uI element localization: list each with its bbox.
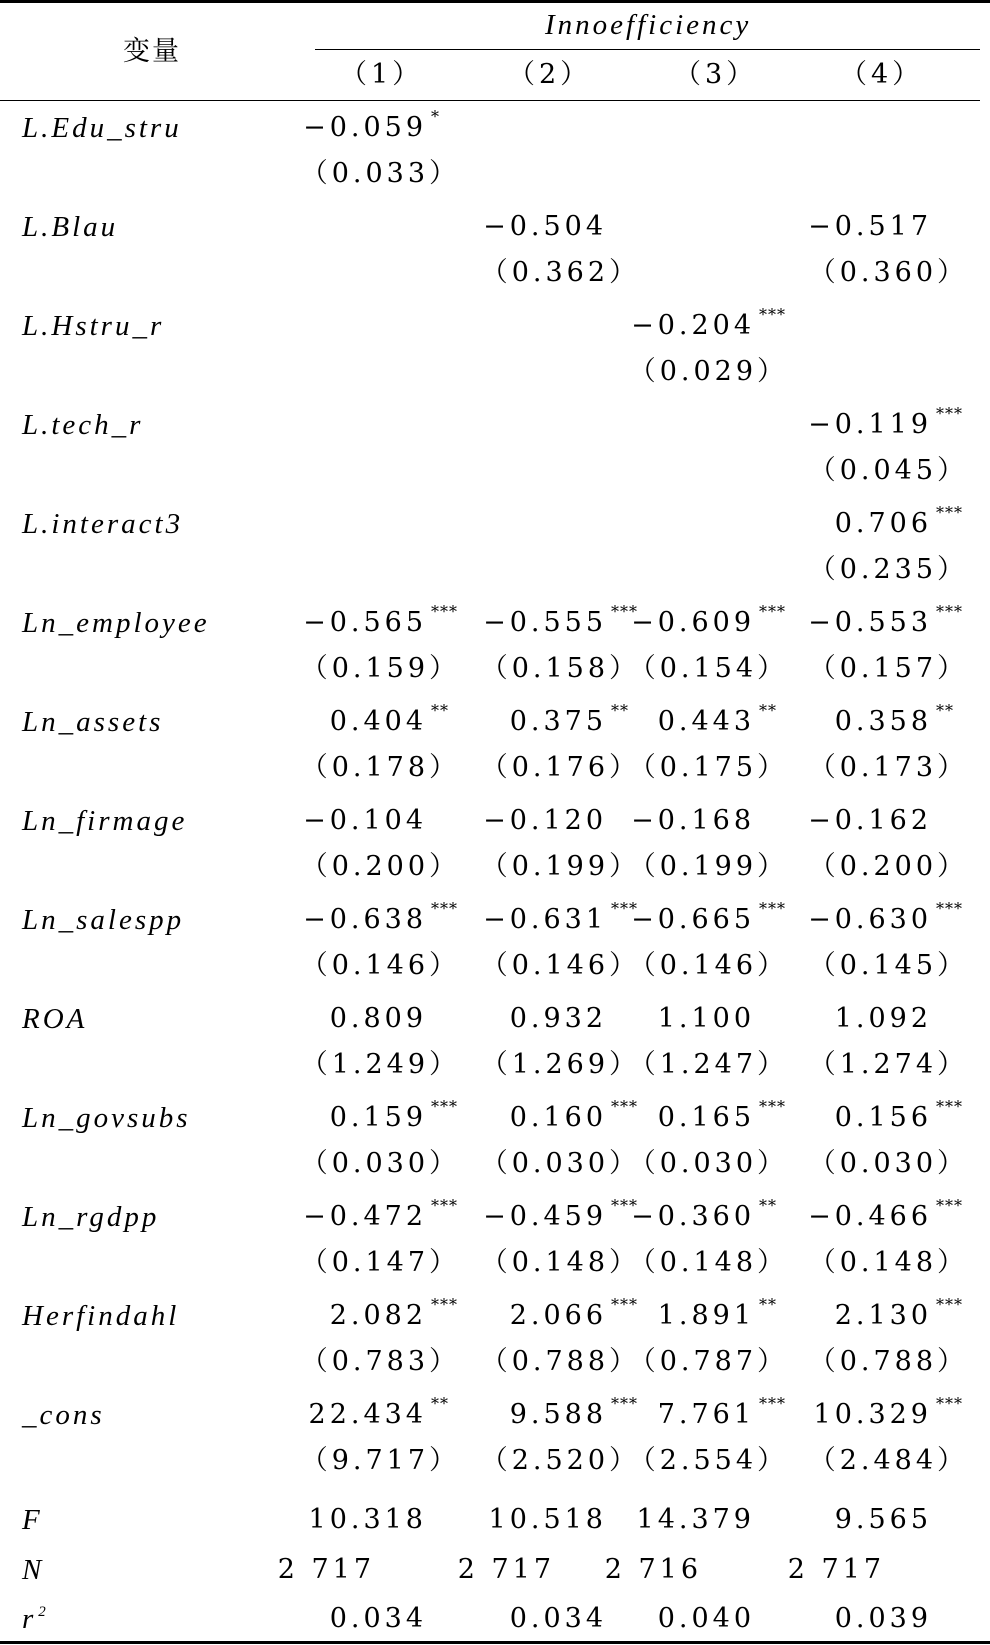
standard-error-cell: （0.173） [808, 752, 968, 783]
significance-stars: *** [759, 1394, 786, 1413]
standard-error-cell: （1.269） [480, 1049, 640, 1080]
coefficient-value: 1.092 [834, 1003, 932, 1034]
standard-error-cell: （0.235） [808, 554, 968, 585]
stat-value: 9.565 [834, 1504, 932, 1535]
coefficient-value: −0.553 [808, 607, 932, 638]
coefficient-cell [657, 1097, 793, 1136]
significance-stars: *** [431, 1196, 458, 1215]
standard-error-cell: （0.199） [628, 851, 788, 882]
coefficient-value: −0.638 [303, 904, 427, 935]
coefficient-cell [657, 701, 793, 740]
coefficient-value: 0.443 [657, 706, 755, 737]
standard-error-cell: （0.787） [628, 1346, 788, 1377]
standard-error-cell: （0.146） [300, 950, 460, 981]
coefficient-cell [329, 1097, 465, 1136]
significance-stars: *** [611, 1097, 638, 1116]
stat-label: N [22, 1554, 45, 1586]
column-header-1: （1） [340, 59, 424, 90]
stat-value: 10.518 [488, 1504, 607, 1535]
variable-label: L.Blau [22, 211, 119, 243]
coefficient-cell [631, 602, 793, 641]
coefficient-value: 0.404 [329, 706, 427, 737]
coefficient-value: −0.162 [808, 805, 932, 836]
significance-stars: *** [936, 602, 963, 621]
standard-error-cell: （0.030） [480, 1148, 640, 1179]
standard-error-cell: （0.146） [480, 950, 640, 981]
coefficient-value: 1.891 [657, 1300, 755, 1331]
header-bottom-rule [0, 100, 980, 101]
coefficient-cell [808, 899, 970, 938]
coefficient-value: −0.104 [303, 805, 427, 836]
coefficient-value: 0.706 [834, 508, 932, 539]
coefficient-cell [303, 107, 465, 146]
significance-stars: *** [431, 1097, 458, 1116]
standard-error-cell: （0.030） [300, 1148, 460, 1179]
coefficient-cell [808, 806, 970, 836]
coefficient-value: −0.119 [808, 409, 932, 440]
significance-stars: *** [611, 602, 638, 621]
coefficient-value: −0.472 [303, 1201, 427, 1232]
coefficient-cell [303, 806, 465, 836]
coefficient-value: 2.082 [329, 1300, 427, 1331]
standard-error-cell: （0.175） [628, 752, 788, 783]
coefficient-cell [813, 1394, 970, 1433]
significance-stars: ** [431, 701, 449, 720]
coefficient-value: 0.375 [509, 706, 607, 737]
bottom-rule [0, 1641, 990, 1644]
standard-error-cell: （9.717） [300, 1445, 460, 1476]
coefficient-value: −0.630 [808, 904, 932, 935]
significance-stars: *** [936, 404, 963, 423]
coefficient-value: −0.059 [303, 112, 427, 143]
stat-label-superscript: 2 [38, 1604, 49, 1620]
coefficient-value: 0.358 [834, 706, 932, 737]
significance-stars: *** [759, 305, 786, 324]
variable-label: Ln_rgdpp [22, 1201, 160, 1233]
standard-error-cell: （0.033） [300, 158, 460, 189]
stat-label: r $^2$ [22, 1603, 49, 1635]
variable-label: L.interact3 [22, 508, 184, 540]
standard-error-cell: （0.783） [300, 1346, 460, 1377]
coefficient-value: −0.565 [303, 607, 427, 638]
significance-stars: *** [431, 899, 458, 918]
dependent-variable-header: Innoefficiency [545, 9, 752, 41]
significance-stars: *** [936, 503, 963, 522]
stat-value: 14.379 [636, 1504, 755, 1535]
standard-error-cell: （0.148） [808, 1247, 968, 1278]
coefficient-value: −0.360 [631, 1201, 755, 1232]
coefficient-value: 0.165 [657, 1102, 755, 1133]
significance-stars: ** [611, 701, 629, 720]
coefficient-cell [808, 404, 970, 443]
coefficient-value: −0.168 [631, 805, 755, 836]
significance-stars: *** [936, 1097, 963, 1116]
significance-stars: * [431, 107, 440, 126]
standard-error-cell: （0.148） [480, 1247, 640, 1278]
coefficient-value: 0.159 [329, 1102, 427, 1133]
stat-value: 0.040 [657, 1603, 755, 1634]
stat-label: F [22, 1504, 43, 1536]
coefficient-cell [808, 602, 970, 641]
variable-label: Ln_firmage [22, 805, 188, 837]
coefficient-cell [303, 602, 465, 641]
variable-label: _cons [22, 1399, 105, 1431]
coefficient-value: 0.160 [509, 1102, 607, 1133]
standard-error-cell: （1.249） [300, 1049, 460, 1080]
stat-value: 10.318 [308, 1504, 427, 1535]
standard-error-cell: （0.157） [808, 653, 968, 684]
coefficient-value: −0.120 [483, 805, 607, 836]
coefficient-value: −0.466 [808, 1201, 932, 1232]
standard-error-cell: （0.145） [808, 950, 968, 981]
coefficient-value: 1.100 [657, 1003, 755, 1034]
variable-label: Ln_assets [22, 706, 164, 738]
coefficient-cell [657, 1394, 793, 1433]
significance-stars: *** [759, 899, 786, 918]
standard-error-cell: （0.045） [808, 455, 968, 486]
significance-stars: *** [759, 602, 786, 621]
standard-error-cell: （0.200） [808, 851, 968, 882]
coefficient-cell [631, 1196, 793, 1235]
coefficient-cell [834, 1097, 970, 1136]
coefficient-cell [483, 212, 645, 242]
standard-error-cell: （1.247） [628, 1049, 788, 1080]
stat-value: 0.034 [509, 1603, 607, 1634]
standard-error-cell: （0.200） [300, 851, 460, 882]
stat-value: 2 717 [457, 1554, 555, 1585]
coefficient-cell [834, 1295, 970, 1334]
variable-label: Ln_salespp [22, 904, 185, 936]
significance-stars: *** [611, 899, 638, 918]
significance-stars: *** [936, 1394, 963, 1413]
significance-stars: ** [431, 1394, 449, 1413]
stat-value: 2 717 [277, 1554, 375, 1585]
coefficient-cell [657, 1295, 793, 1334]
significance-stars: ** [759, 1295, 777, 1314]
coefficient-cell [303, 1196, 465, 1235]
column-header-3: （3） [674, 59, 758, 90]
significance-stars: *** [759, 1097, 786, 1116]
coefficient-cell [483, 806, 645, 836]
coefficient-cell [329, 1295, 465, 1334]
coefficient-cell [835, 1004, 970, 1034]
header-mid-rule [315, 49, 980, 50]
standard-error-cell: （0.199） [480, 851, 640, 882]
coefficient-value: 10.329 [813, 1399, 932, 1430]
significance-stars: *** [611, 1394, 638, 1413]
coefficient-cell [509, 1295, 645, 1334]
significance-stars: ** [936, 701, 954, 720]
top-rule [0, 0, 990, 3]
standard-error-cell: （0.146） [628, 950, 788, 981]
significance-stars: *** [431, 602, 458, 621]
column-header-2: （2） [508, 59, 592, 90]
standard-error-cell: （0.788） [480, 1346, 640, 1377]
coefficient-value: 0.932 [509, 1003, 607, 1034]
coefficient-value: −0.631 [483, 904, 607, 935]
standard-error-cell: （0.030） [808, 1148, 968, 1179]
coefficient-cell [483, 1196, 645, 1235]
coefficient-value: −0.204 [631, 310, 755, 341]
standard-error-cell: （2.520） [480, 1445, 640, 1476]
coefficient-cell [834, 701, 970, 740]
variable-label: L.Edu_stru [22, 112, 182, 144]
coefficient-value: 7.761 [657, 1399, 755, 1430]
standard-error-cell: （2.484） [808, 1445, 968, 1476]
standard-error-cell: （0.148） [628, 1247, 788, 1278]
standard-error-cell: （0.176） [480, 752, 640, 783]
coefficient-cell [510, 1004, 645, 1034]
coefficient-cell [483, 899, 645, 938]
coefficient-value: −0.665 [631, 904, 755, 935]
variable-label: L.tech_r [22, 409, 144, 441]
coefficient-value: −0.517 [808, 211, 932, 242]
coefficient-cell [658, 1004, 793, 1034]
coefficient-cell [808, 212, 970, 242]
stat-value: 2 716 [604, 1554, 702, 1585]
standard-error-cell: （0.147） [300, 1247, 460, 1278]
coefficient-cell [303, 899, 465, 938]
coefficient-cell [329, 701, 465, 740]
standard-error-cell: （0.154） [628, 653, 788, 684]
significance-stars: *** [611, 1196, 638, 1215]
standard-error-cell: （0.178） [300, 752, 460, 783]
stat-value: 0.034 [329, 1603, 427, 1634]
variable-label: Herfindahl [22, 1300, 180, 1332]
coefficient-cell [509, 701, 645, 740]
coefficient-cell [509, 1097, 645, 1136]
column-header-4: （4） [840, 59, 924, 90]
standard-error-cell: （0.030） [628, 1148, 788, 1179]
significance-stars: *** [936, 1196, 963, 1215]
standard-error-cell: （0.360） [808, 257, 968, 288]
variable-label: L.Hstru_r [22, 310, 165, 342]
significance-stars: ** [759, 701, 777, 720]
variable-label: ROA [22, 1003, 88, 1035]
coefficient-cell [631, 899, 793, 938]
coefficient-cell [631, 806, 793, 836]
standard-error-cell: （1.274） [808, 1049, 968, 1080]
coefficient-value: 9.588 [509, 1399, 607, 1430]
standard-error-cell: （2.554） [628, 1445, 788, 1476]
coefficient-value: 22.434 [308, 1399, 427, 1430]
coefficient-cell [509, 1394, 645, 1433]
coefficient-value: −0.504 [483, 211, 607, 242]
coefficient-cell [808, 1196, 970, 1235]
coefficient-cell [483, 602, 645, 641]
coefficient-value: 0.809 [329, 1003, 427, 1034]
standard-error-cell: （0.029） [628, 356, 788, 387]
stat-value: 0.039 [834, 1603, 932, 1634]
standard-error-cell: （0.158） [480, 653, 640, 684]
significance-stars: *** [431, 1295, 458, 1314]
significance-stars: *** [936, 1295, 963, 1314]
variable-header: 变量 [123, 36, 181, 67]
coefficient-value: 2.066 [509, 1300, 607, 1331]
coefficient-cell [631, 305, 793, 344]
coefficient-value: 2.130 [834, 1300, 932, 1331]
variable-label: Ln_employee [22, 607, 210, 639]
standard-error-cell: （0.362） [480, 257, 640, 288]
standard-error-cell: （0.159） [300, 653, 460, 684]
coefficient-cell [330, 1004, 465, 1034]
coefficient-cell [308, 1394, 465, 1433]
significance-stars: *** [936, 899, 963, 918]
coefficient-value: −0.555 [483, 607, 607, 638]
standard-error-cell: （0.788） [808, 1346, 968, 1377]
coefficient-cell [834, 503, 970, 542]
variable-label: Ln_govsubs [22, 1102, 191, 1134]
stat-value: 2 717 [787, 1554, 885, 1585]
coefficient-value: 0.156 [834, 1102, 932, 1133]
significance-stars: ** [759, 1196, 777, 1215]
coefficient-value: −0.609 [631, 607, 755, 638]
coefficient-value: −0.459 [483, 1201, 607, 1232]
significance-stars: *** [611, 1295, 638, 1314]
